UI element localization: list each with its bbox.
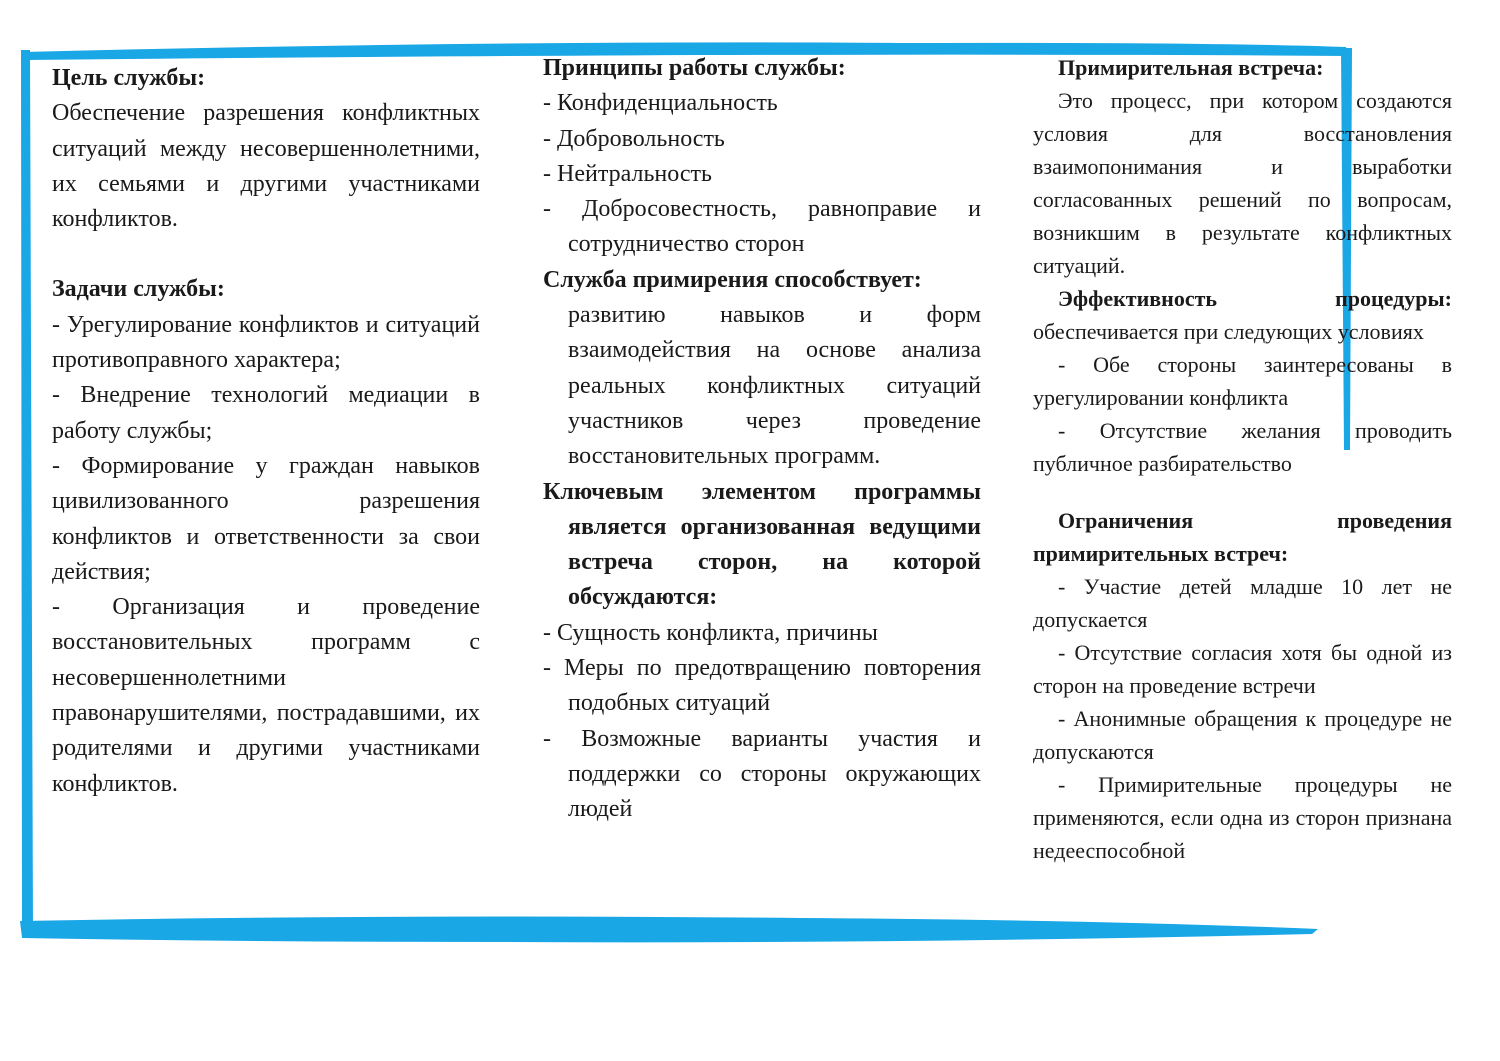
goal-heading: Цель службы:: [52, 65, 206, 91]
key-item: - Меры по предотвращению повторения подобных ситуаций: [543, 655, 981, 717]
task-item: - Формирование у граждан навыков цивилизованного разрешения конфликтов и ответственности за свои действия;: [52, 452, 480, 585]
task-item: - Организация и проведение восстановительных программ с несовершеннолетними правонарушителями, пострадавшими, их родителями и другими участниками конфликтов.: [52, 594, 480, 797]
column-meeting: [1033, 51, 1452, 867]
efficiency-item: - Обе стороны заинтересованы в урегулировании конфликта: [1033, 352, 1452, 410]
efficiency-item: - Отсутствие желания проводить публичное разбирательство: [1033, 418, 1452, 476]
key-element-heading: Ключевым элементом программы является организованная ведущими встреча сторон, на которой обсуждаются:: [543, 478, 981, 611]
meeting-heading: Примирительная встреча:: [1058, 55, 1324, 80]
principles-heading: Принципы работы службы:: [543, 55, 846, 81]
limit-item: - Отсутствие согласия хотя бы одной из сторон на проведение встречи: [1033, 640, 1452, 698]
promotes-text: развитию навыков и форм взаимодействия на основе анализа реальных конфликтных ситуаций участников через проведение восстановительных программ.: [568, 302, 981, 470]
principle-item: - Нейтральность: [543, 160, 712, 187]
limit-item: - Анонимные обращения к процедуре не допускаются: [1033, 706, 1452, 764]
meeting-text: Это процесс, при котором создаются условия для восстановления взаимопонимания и выработки согласованных решений по вопросам, возникшим в результате конфликтных ситуаций.: [1033, 88, 1452, 278]
key-item: - Возможные варианты участия и поддержки со стороны окружающих людей: [543, 725, 981, 823]
frame-bottom-stroke: [20, 917, 1318, 943]
goal-text: Обеспечение разрешения конфликтных ситуаций между несовершеннолетними, их семьями и другими участниками конфликтов.: [52, 100, 480, 233]
limits-heading: Ограничения проведения примирительных встреч:: [1033, 508, 1452, 566]
column-goals-tasks: [52, 61, 480, 802]
efficiency-heading: Эффективность процедуры:: [1058, 286, 1452, 311]
efficiency-text: обеспечивается при следующих условиях: [1033, 319, 1424, 344]
limit-item: - Участие детей младше 10 лет не допускается: [1033, 574, 1452, 632]
limit-item: - Примирительные процедуры не применяются, если одна из сторон признана недееспособной: [1033, 772, 1452, 863]
efficiency-block: [1033, 282, 1452, 348]
task-item: - Урегулирование конфликтов и ситуаций противоправного характера;: [52, 311, 480, 374]
promotes-heading: Служба примирения способствует:: [543, 266, 922, 293]
principle-item: - Добровольность: [543, 125, 725, 152]
principle-item: - Добросовестность, равноправие и сотрудничество сторон: [543, 196, 981, 258]
principle-item: - Конфиденциальность: [543, 90, 778, 117]
frame-left-stroke: [21, 50, 33, 932]
tasks-heading: Задачи службы:: [52, 276, 225, 303]
task-item: - Внедрение технологий медиации в работу службы;: [52, 382, 480, 444]
key-item: - Сущность конфликта, причины: [543, 619, 878, 646]
column-principles: [543, 51, 981, 828]
